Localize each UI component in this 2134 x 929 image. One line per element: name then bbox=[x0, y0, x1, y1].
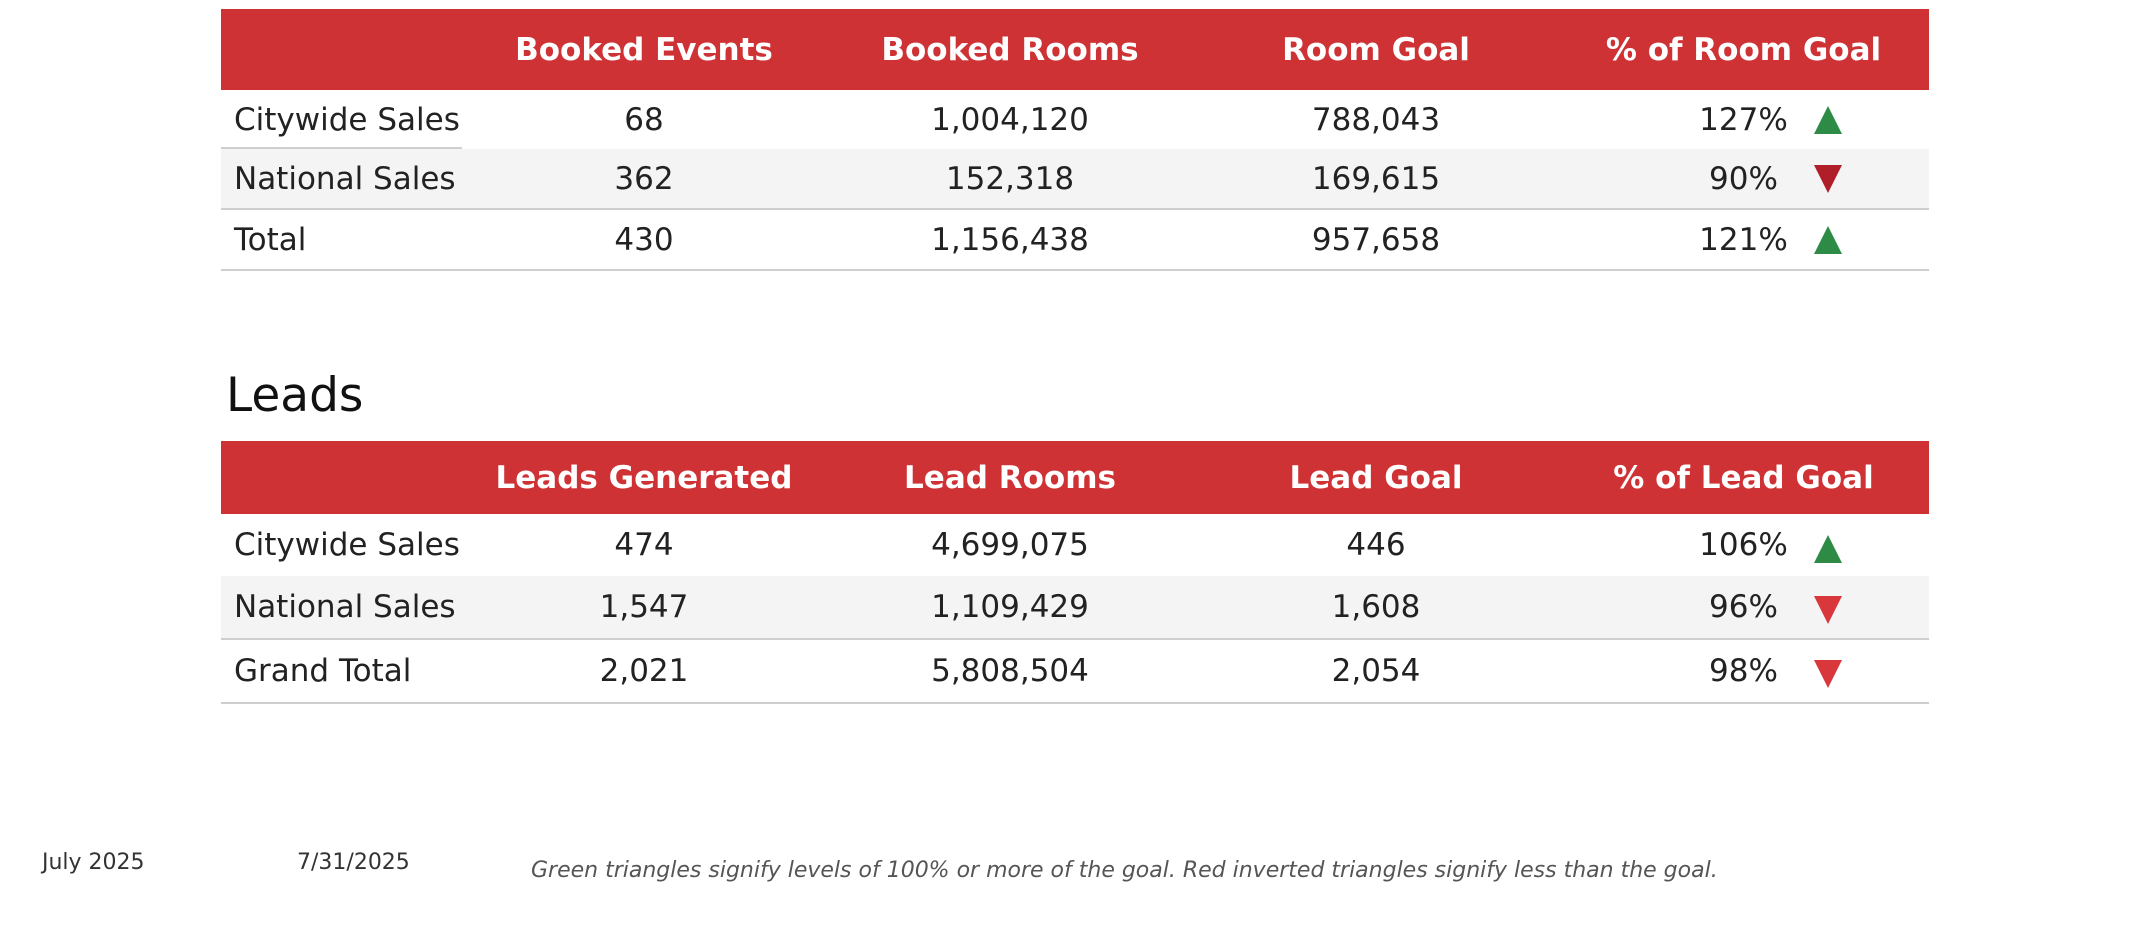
cell-leads-generated: 2,021 bbox=[599, 653, 689, 689]
row-label: Grand Total bbox=[234, 653, 412, 689]
bookings-table bbox=[221, 9, 1929, 271]
table-row bbox=[221, 576, 1929, 640]
footer-legend-note: Green triangles signify levels of 100% or more of the goal. Red inverted triangles signify less than the goal. bbox=[531, 858, 1718, 883]
header-pct-lead-goal: % of Lead Goal bbox=[1613, 459, 1874, 496]
cell-booked-rooms: 1,156,438 bbox=[931, 221, 1089, 258]
cell-pct-room-goal bbox=[1558, 222, 1929, 258]
cell-room-goal: 788,043 bbox=[1311, 101, 1441, 138]
row-label: National Sales bbox=[234, 160, 456, 197]
table-row bbox=[221, 210, 1929, 271]
footer-month: July 2025 bbox=[42, 850, 145, 875]
green-triangle-up-icon bbox=[1814, 106, 1842, 134]
red-triangle-down-icon bbox=[1814, 596, 1842, 624]
header-pct-room-goal: % of Room Goal bbox=[1605, 31, 1882, 68]
pct-value: 127% bbox=[1699, 101, 1788, 138]
header-booked-rooms: Booked Rooms bbox=[881, 31, 1139, 68]
header-lead-goal: Lead Goal bbox=[1289, 459, 1463, 496]
leads-table bbox=[221, 441, 1929, 704]
cell-pct-room-goal bbox=[1558, 161, 1929, 197]
cell-lead-goal: 446 bbox=[1346, 527, 1406, 563]
cell-booked-rooms: 152,318 bbox=[945, 160, 1075, 197]
green-triangle-up-icon bbox=[1814, 226, 1842, 254]
row-label: Total bbox=[234, 221, 307, 258]
cell-booked-events: 68 bbox=[624, 101, 664, 138]
cell-lead-goal: 2,054 bbox=[1331, 653, 1421, 689]
leads-section-title: Leads bbox=[226, 368, 364, 423]
pct-value: 121% bbox=[1699, 221, 1788, 258]
pct-value: 106% bbox=[1699, 527, 1788, 563]
table-row bbox=[221, 514, 1929, 576]
cell-leads-generated: 1,547 bbox=[599, 589, 689, 625]
header-leads-generated: Leads Generated bbox=[495, 459, 793, 496]
cell-room-goal: 957,658 bbox=[1311, 221, 1441, 258]
row-label: National Sales bbox=[234, 589, 456, 625]
cell-booked-events: 362 bbox=[614, 160, 674, 197]
cell-lead-goal: 1,608 bbox=[1331, 589, 1421, 625]
leads-header-row bbox=[221, 441, 1929, 514]
cell-leads-generated: 474 bbox=[614, 527, 674, 563]
cell-pct-room-goal bbox=[1558, 102, 1929, 138]
header-room-goal: Room Goal bbox=[1282, 31, 1470, 68]
cell-pct-lead-goal bbox=[1558, 653, 1929, 689]
cell-lead-rooms: 1,109,429 bbox=[931, 589, 1089, 625]
cell-pct-lead-goal bbox=[1558, 589, 1929, 625]
red-triangle-down-icon bbox=[1814, 660, 1842, 688]
table-row bbox=[221, 149, 1929, 210]
header-lead-rooms: Lead Rooms bbox=[904, 459, 1116, 496]
cell-pct-lead-goal bbox=[1558, 527, 1929, 563]
footer-date: 7/31/2025 bbox=[297, 850, 410, 875]
red-triangle-down-icon bbox=[1814, 165, 1842, 193]
header-booked-events: Booked Events bbox=[515, 31, 773, 68]
table-row bbox=[221, 90, 1929, 149]
row-label: Citywide Sales bbox=[234, 527, 460, 563]
bookings-header-row bbox=[221, 9, 1929, 90]
row-label: Citywide Sales bbox=[234, 101, 460, 138]
cell-room-goal: 169,615 bbox=[1311, 160, 1441, 197]
pct-value: 96% bbox=[1709, 589, 1778, 625]
cell-lead-rooms: 4,699,075 bbox=[931, 527, 1089, 563]
table-row bbox=[221, 640, 1929, 704]
pct-value: 98% bbox=[1709, 653, 1778, 689]
cell-booked-events: 430 bbox=[614, 221, 674, 258]
cell-lead-rooms: 5,808,504 bbox=[931, 653, 1089, 689]
pct-value: 90% bbox=[1709, 160, 1778, 197]
green-triangle-up-icon bbox=[1814, 535, 1842, 563]
cell-booked-rooms: 1,004,120 bbox=[931, 101, 1089, 138]
